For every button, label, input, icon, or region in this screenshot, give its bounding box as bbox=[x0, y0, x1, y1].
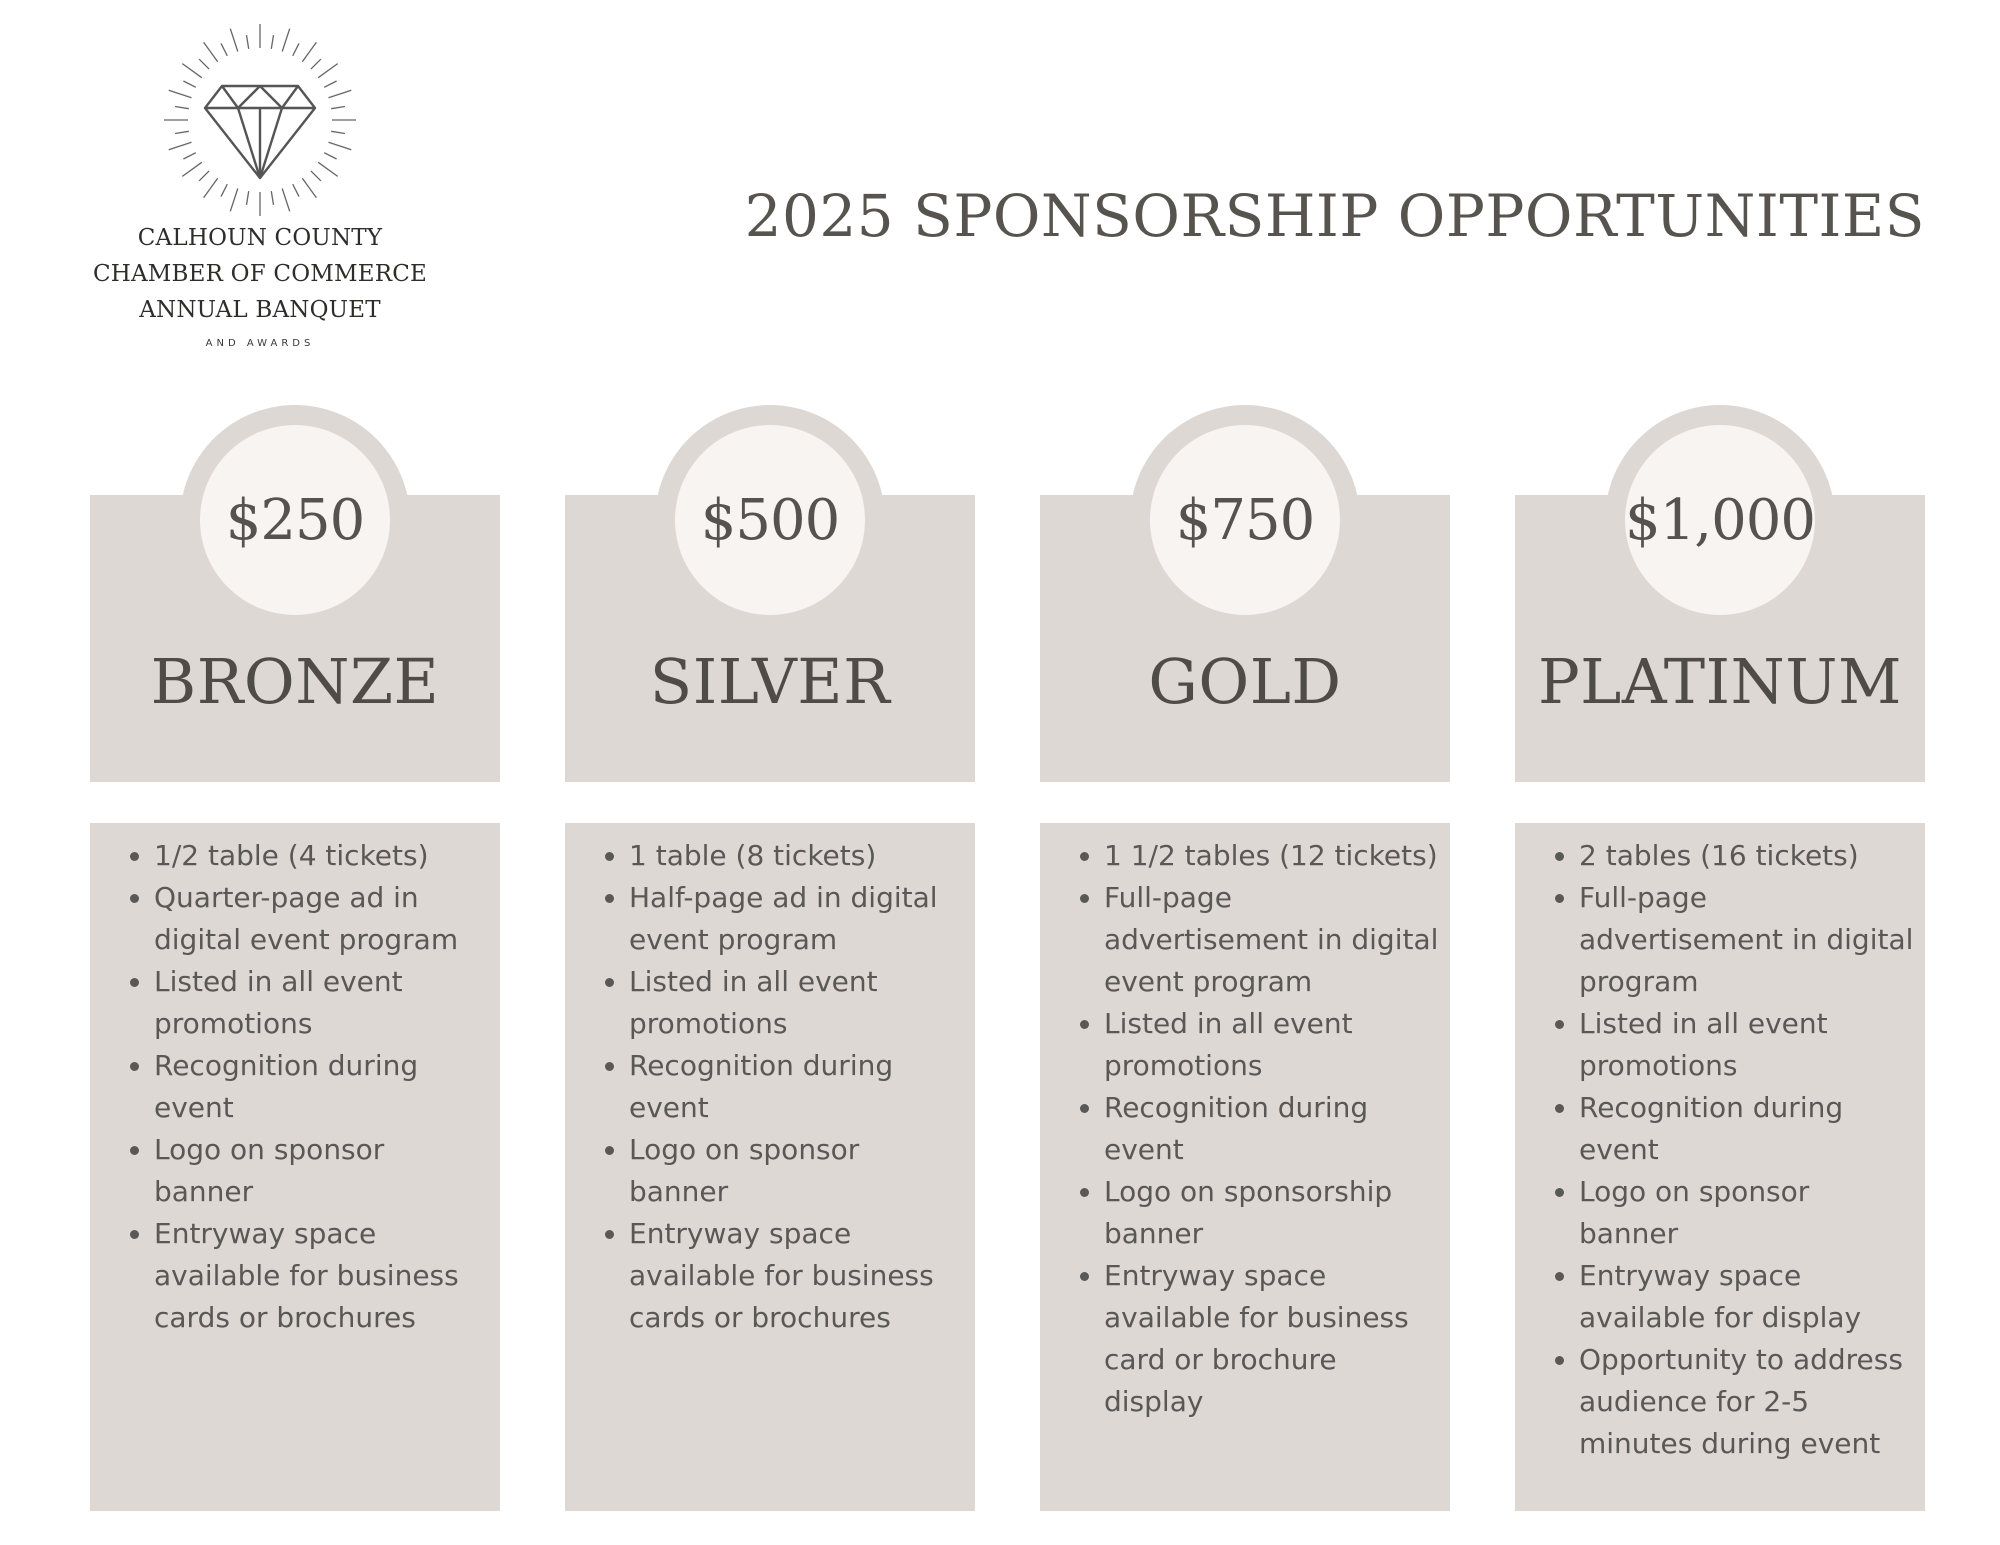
tier-price: $750 bbox=[1175, 487, 1315, 553]
tier-price: $500 bbox=[700, 487, 840, 553]
benefit-item: • Entryway space available for business cards or brochures bbox=[154, 1213, 490, 1339]
benefit-item: • 1 table (8 tickets) bbox=[629, 835, 965, 877]
tier-name: SILVER bbox=[649, 645, 891, 718]
tier-benefits bbox=[90, 823, 500, 1511]
diamond-burst-icon bbox=[160, 20, 360, 220]
org-name-line-1: CALHOUN COUNTY bbox=[137, 225, 383, 251]
logo bbox=[90, 20, 430, 349]
benefit-item: • 1 1/2 tables (12 tickets) bbox=[1104, 835, 1440, 877]
benefit-item: • Logo on sponsorship banner bbox=[1104, 1171, 1440, 1255]
benefit-item: • Quarter-page ad in digital event program bbox=[154, 877, 490, 961]
org-subtitle: AND AWARDS bbox=[205, 338, 315, 349]
benefit-item: • Opportunity to address audience for 2-5 minutes during event bbox=[1579, 1339, 1915, 1465]
tier-benefits bbox=[1515, 823, 1925, 1511]
benefit-item: • Logo on sponsor banner bbox=[629, 1129, 965, 1213]
price-circle bbox=[655, 405, 885, 635]
benefit-item: • Listed in all event promotions bbox=[629, 961, 965, 1045]
price-circle bbox=[1130, 405, 1360, 635]
tier-benefits bbox=[565, 823, 975, 1511]
benefit-item: • Listed in all event promotions bbox=[1579, 1003, 1915, 1087]
benefit-item: • Recognition during event bbox=[1104, 1087, 1440, 1171]
benefit-item: • Full-page advertisement in digital program bbox=[1579, 877, 1915, 1003]
benefit-item: • Listed in all event promotions bbox=[154, 961, 490, 1045]
tier-name: BRONZE bbox=[150, 645, 440, 718]
benefit-item: • Entryway space available for display bbox=[1579, 1255, 1915, 1339]
benefit-item: • Entryway space available for business card or brochure display bbox=[1104, 1255, 1440, 1423]
tier-name: GOLD bbox=[1148, 645, 1342, 718]
benefit-item: • 1/2 table (4 tickets) bbox=[154, 835, 490, 877]
benefit-item: • Listed in all event promotions bbox=[1104, 1003, 1440, 1087]
page-title: 2025 SPONSORSHIP OPPORTUNITIES bbox=[744, 182, 1925, 250]
benefit-item: • Full-page advertisement in digital event program bbox=[1104, 877, 1440, 1003]
benefit-item: • 2 tables (16 tickets) bbox=[1579, 835, 1915, 877]
org-name-line-3: ANNUAL BANQUET bbox=[139, 297, 381, 323]
org-name-line-2: CHAMBER OF COMMERCE bbox=[92, 261, 428, 287]
benefit-item: • Entryway space available for business cards or brochures bbox=[629, 1213, 965, 1339]
benefit-item: • Recognition during event bbox=[154, 1045, 490, 1129]
tier-name: PLATINUM bbox=[1537, 645, 1903, 718]
benefit-item: • Logo on sponsor banner bbox=[1579, 1171, 1915, 1255]
price-circle bbox=[1605, 405, 1835, 635]
price-circle bbox=[180, 405, 410, 635]
tier-price: $250 bbox=[225, 487, 365, 553]
tier-benefits bbox=[1040, 823, 1450, 1511]
tier-price: $1,000 bbox=[1625, 487, 1815, 553]
benefit-item: • Recognition during event bbox=[1579, 1087, 1915, 1171]
benefit-item: • Logo on sponsor banner bbox=[154, 1129, 490, 1213]
benefit-item: • Half-page ad in digital event program bbox=[629, 877, 965, 961]
benefit-item: • Recognition during event bbox=[629, 1045, 965, 1129]
